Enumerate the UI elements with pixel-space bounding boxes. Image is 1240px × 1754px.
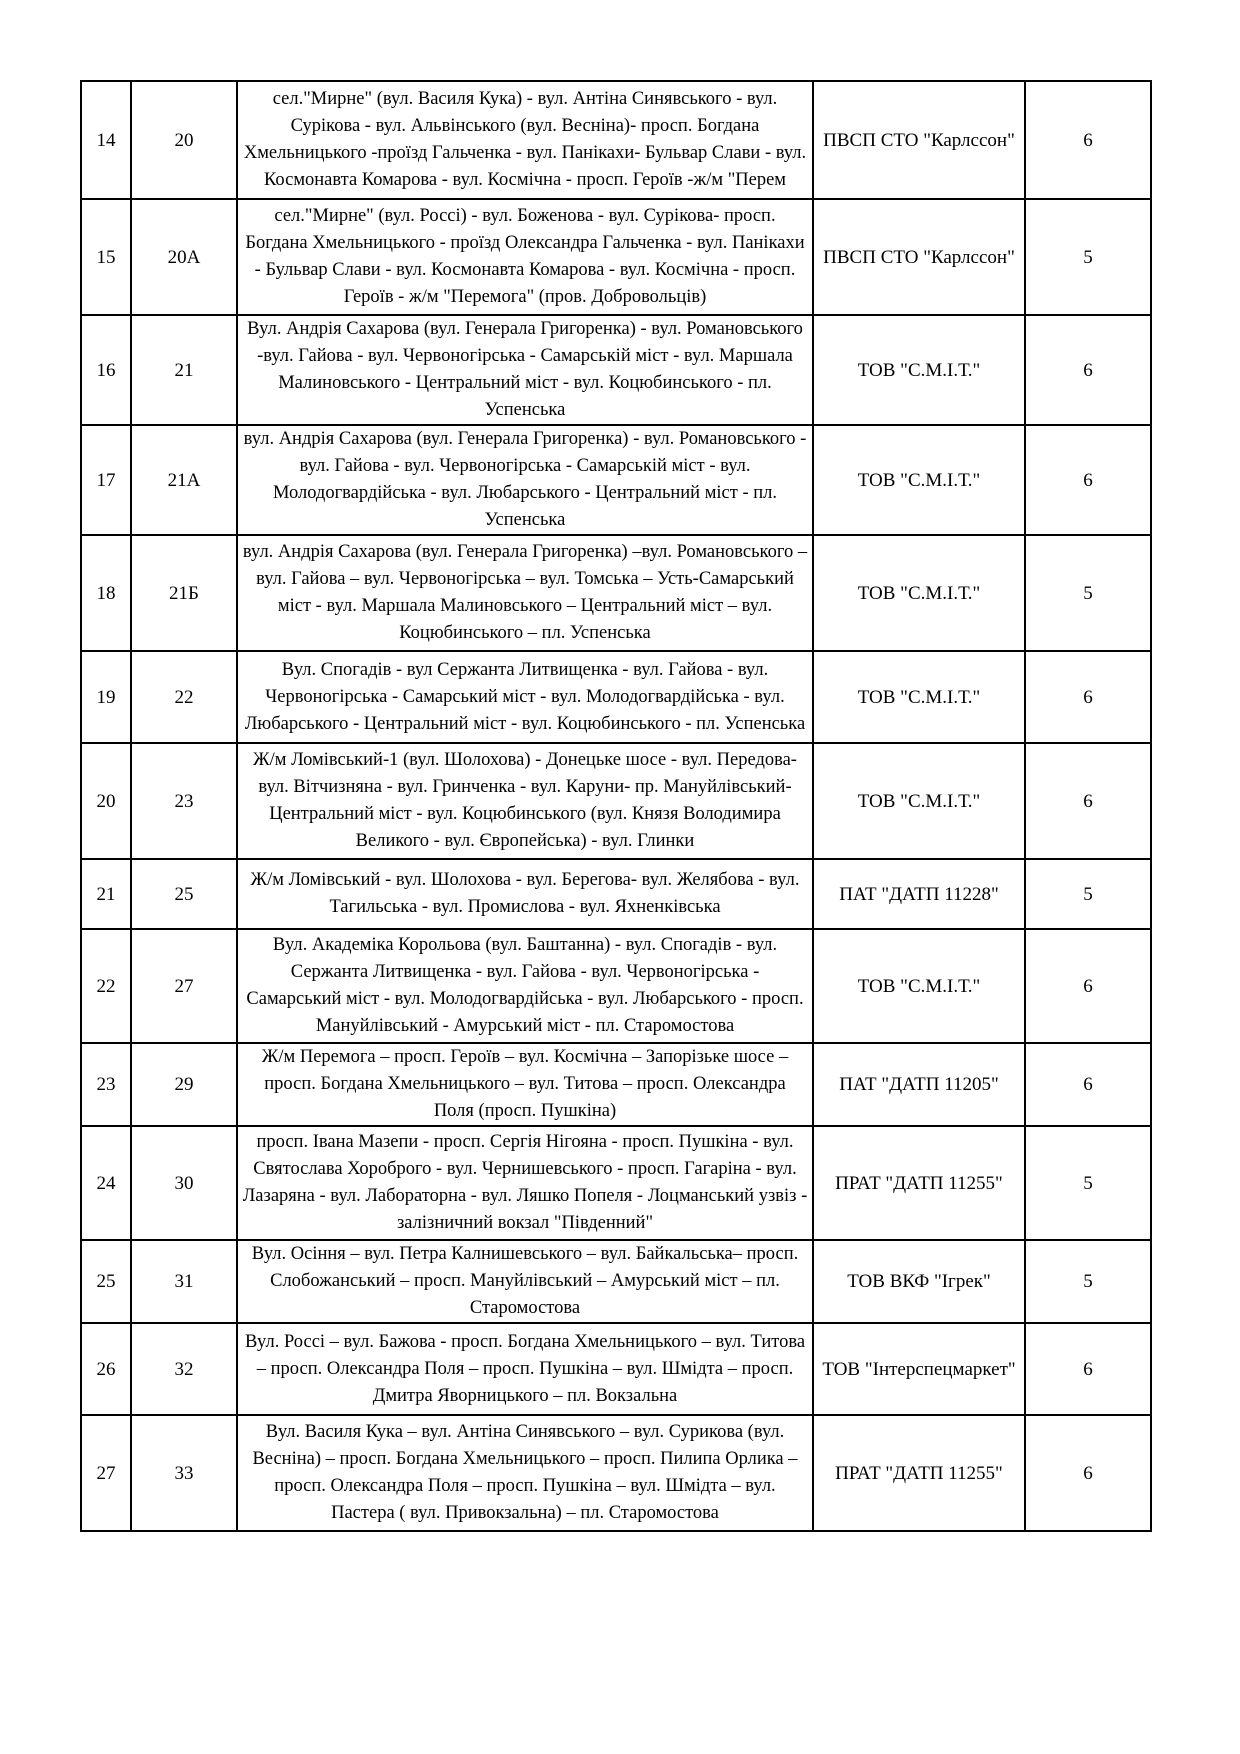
route-description-cell: Вул. Академіка Корольова (вул. Баштанна) - вул. Спогадів - вул. Сержанта Литвищенка - вул. Гайова - вул. Червоногірська - Самарський міст - вул. Молодогвардійська - вул. Любарського - просп. Мануйлівський - Амурський міст - пл. Старомостова	[237, 929, 813, 1043]
table-row	[81, 651, 1151, 743]
route-number-cell: 23	[131, 743, 237, 859]
operator-cell: ПВСП СТО "Карлссон"	[813, 199, 1025, 315]
vehicle-count-cell: 6	[1025, 929, 1151, 1043]
row-number-cell: 23	[81, 1043, 131, 1126]
operator-cell: ПАТ "ДАТП 11205"	[813, 1043, 1025, 1126]
table-row	[81, 1415, 1151, 1531]
route-description-cell: сел."Мирне" (вул. Россі) - вул. Боженова - вул. Сурікова- просп. Богдана Хмельницького - проїзд Олександра Гальченка - вул. Панікахи - Бульвар Слави - вул. Космонавта Комарова - вул. Космічна - просп. Героїв - ж/м "Перемога" (пров. Добровольців)	[237, 199, 813, 315]
route-description-cell: вул. Андрія Сахарова (вул. Генерала Григоренка) - вул. Романовського - вул. Гайова - вул. Червоногірська - Самарській міст - вул. Молодогвардійська - вул. Любарського - Центральний міст - пл. Успенська	[237, 425, 813, 535]
table-row	[81, 425, 1151, 535]
vehicle-count-cell: 6	[1025, 425, 1151, 535]
route-number-cell: 29	[131, 1043, 237, 1126]
row-number-cell: 27	[81, 1415, 131, 1531]
row-number-cell: 15	[81, 199, 131, 315]
operator-cell: ПРАТ "ДАТП 11255"	[813, 1415, 1025, 1531]
operator-cell: ПРАТ "ДАТП 11255"	[813, 1126, 1025, 1240]
operator-cell: ТОВ "С.М.І.Т."	[813, 743, 1025, 859]
vehicle-count-cell: 5	[1025, 1126, 1151, 1240]
route-number-cell: 25	[131, 859, 237, 929]
row-number-cell: 21	[81, 859, 131, 929]
route-description-cell: вул. Андрія Сахарова (вул. Генерала Григоренка) –вул. Романовського – вул. Гайова – вул. Червоногірська – вул. Томська – Усть-Самарський міст - вул. Маршала Малиновського – Центральний міст – вул. Коцюбинського – пл. Успенська	[237, 535, 813, 651]
operator-cell: ТОВ "С.М.І.Т."	[813, 425, 1025, 535]
operator-cell: ТОВ "Інтерспецмаркет"	[813, 1323, 1025, 1415]
route-number-cell: 33	[131, 1415, 237, 1531]
operator-cell: ТОВ "С.М.І.Т."	[813, 535, 1025, 651]
row-number-cell: 16	[81, 315, 131, 425]
route-description-cell: Ж/м Ломівський-1 (вул. Шолохова) - Донецьке шосе - вул. Передова- вул. Вітчизняна - вул. Гринченка - вул. Каруни- пр. Мануйлівський- Центральний міст - вул. Коцюбинського (вул. Князя Володимира Великого - вул. Європейська) - вул. Глинки	[237, 743, 813, 859]
route-description-cell: Вул. Россі – вул. Бажова - просп. Богдана Хмельницького – вул. Титова – просп. Олександра Поля – просп. Пушкіна – вул. Шмідта – просп. Дмитра Яворницького – пл. Вокзальна	[237, 1323, 813, 1415]
route-description-cell: просп. Івана Мазепи - просп. Сергія Нігояна - просп. Пушкіна - вул. Святослава Хороброго - вул. Чернишевського - просп. Гагаріна - вул. Лазаряна - вул. Лабораторна - вул. Ляшко Попеля - Лоцманський узвіз - залізничний вокзал "Південний"	[237, 1126, 813, 1240]
route-description-cell: сел."Мирне" (вул. Василя Кука) - вул. Антіна Синявського - вул. Сурікова - вул. Альвінського (вул. Весніна)- просп. Богдана Хмельницького -проїзд Гальченка - вул. Панікахи- Бульвар Слави - вул. Космонавта Комарова - вул. Космічна - просп. Героїв -ж/м "Перем	[237, 81, 813, 199]
table-row	[81, 859, 1151, 929]
vehicle-count-cell: 6	[1025, 743, 1151, 859]
table-row	[81, 743, 1151, 859]
routes-table-body	[81, 81, 1151, 1531]
route-description-cell: Вул. Василя Кука – вул. Антіна Синявського – вул. Сурикова (вул. Весніна) – просп. Богдана Хмельницького – просп. Пилипа Орлика – просп. Олександра Поля – просп. Пушкіна – вул. Шмідта – вул. Пастера ( вул. Привокзальна) – пл. Старомостова	[237, 1415, 813, 1531]
route-number-cell: 30	[131, 1126, 237, 1240]
table-row	[81, 1043, 1151, 1126]
table-row	[81, 1240, 1151, 1323]
vehicle-count-cell: 6	[1025, 1323, 1151, 1415]
vehicle-count-cell: 5	[1025, 859, 1151, 929]
vehicle-count-cell: 5	[1025, 535, 1151, 651]
route-description-cell: Вул. Осіння – вул. Петра Калнишевського – вул. Байкальська– просп. Слобожанський – просп. Мануйлівський – Амурський міст – пл. Старомостова	[237, 1240, 813, 1323]
row-number-cell: 24	[81, 1126, 131, 1240]
row-number-cell: 19	[81, 651, 131, 743]
row-number-cell: 26	[81, 1323, 131, 1415]
vehicle-count-cell: 5	[1025, 199, 1151, 315]
route-number-cell: 21А	[131, 425, 237, 535]
row-number-cell: 18	[81, 535, 131, 651]
vehicle-count-cell: 6	[1025, 1415, 1151, 1531]
operator-cell: ТОВ ВКФ "Ігрек"	[813, 1240, 1025, 1323]
row-number-cell: 25	[81, 1240, 131, 1323]
routes-table	[80, 80, 1152, 1532]
vehicle-count-cell: 6	[1025, 1043, 1151, 1126]
route-number-cell: 20	[131, 81, 237, 199]
route-description-cell: Вул. Спогадів - вул Сержанта Литвищенка - вул. Гайова - вул. Червоногірська - Самарський міст - вул. Молодогвардійська - вул. Любарського - Центральний міст - вул. Коцюбинського - пл. Успенська	[237, 651, 813, 743]
route-number-cell: 20А	[131, 199, 237, 315]
operator-cell: ПАТ "ДАТП 11228"	[813, 859, 1025, 929]
route-number-cell: 32	[131, 1323, 237, 1415]
vehicle-count-cell: 5	[1025, 1240, 1151, 1323]
row-number-cell: 17	[81, 425, 131, 535]
table-row	[81, 535, 1151, 651]
route-number-cell: 21Б	[131, 535, 237, 651]
document-page	[80, 80, 1152, 1532]
route-number-cell: 21	[131, 315, 237, 425]
table-row	[81, 1126, 1151, 1240]
vehicle-count-cell: 6	[1025, 651, 1151, 743]
operator-cell: ТОВ "С.М.І.Т."	[813, 929, 1025, 1043]
route-description-cell: Ж/м Перемога – просп. Героїв – вул. Космічна – Запорізьке шосе – просп. Богдана Хмельницького – вул. Титова – просп. Олександра Поля (просп. Пушкіна)	[237, 1043, 813, 1126]
table-row	[81, 199, 1151, 315]
row-number-cell: 20	[81, 743, 131, 859]
route-number-cell: 31	[131, 1240, 237, 1323]
table-row	[81, 81, 1151, 199]
vehicle-count-cell: 6	[1025, 81, 1151, 199]
route-description-cell: Вул. Андрія Сахарова (вул. Генерала Григоренка) - вул. Романовського -вул. Гайова - вул. Червоногірська - Самарській міст - вул. Маршала Малиновського - Центральний міст - вул. Коцюбинського - пл. Успенська	[237, 315, 813, 425]
row-number-cell: 14	[81, 81, 131, 199]
row-number-cell: 22	[81, 929, 131, 1043]
vehicle-count-cell: 6	[1025, 315, 1151, 425]
operator-cell: ПВСП СТО "Карлссон"	[813, 81, 1025, 199]
table-row	[81, 929, 1151, 1043]
route-number-cell: 22	[131, 651, 237, 743]
table-row	[81, 1323, 1151, 1415]
route-description-cell: Ж/м Ломівський - вул. Шолохова - вул. Берегова- вул. Желябова - вул. Тагильська - вул. Промислова - вул. Яхненківська	[237, 859, 813, 929]
table-row	[81, 315, 1151, 425]
route-number-cell: 27	[131, 929, 237, 1043]
operator-cell: ТОВ "С.М.І.Т."	[813, 651, 1025, 743]
operator-cell: ТОВ "С.М.І.Т."	[813, 315, 1025, 425]
